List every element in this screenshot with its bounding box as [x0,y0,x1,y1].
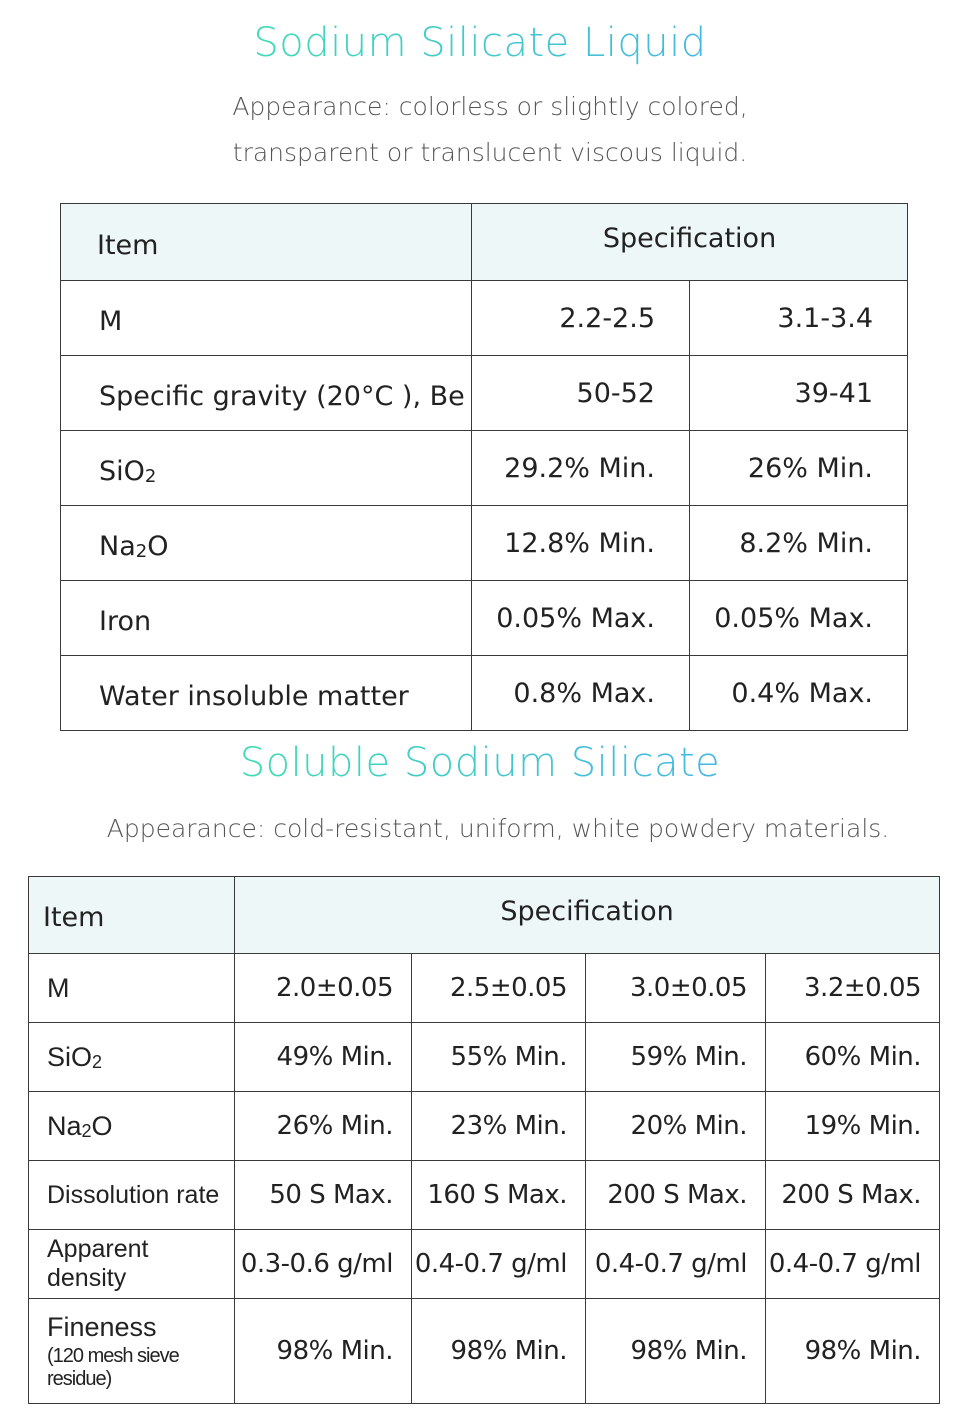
row-value: 26% Min. [235,1092,412,1161]
row-value: 20% Min. [586,1092,766,1161]
row-value: 160 S Max. [412,1161,586,1230]
row-value: 2.0±0.05 [235,954,412,1023]
row-value: 98% Min. [412,1299,586,1404]
row-value: 0.4-0.7 g/ml [412,1230,586,1299]
row-value: 0.05% Max. [690,581,908,656]
section2-description: Appearance: cold-resistant, uniform, white powdery materials. [106,814,890,843]
section1-description-line1: Appearance: colorless or slightly colored, [232,92,748,121]
row-label: Dissolution rate [29,1161,235,1230]
formula-main: Na [47,1110,82,1141]
row-label [61,431,472,506]
row-label [29,1023,235,1092]
table-row [61,281,908,356]
table-row [29,954,940,1023]
table-row [29,1092,940,1161]
liquid-spec-table [60,203,908,731]
table-row [29,1230,940,1299]
row-value: 0.3-0.6 g/ml [235,1230,412,1299]
row-value: 29.2% Min. [472,431,690,506]
table-header-row [61,204,908,281]
section2-title: Soluble Sodium Silicate [0,740,960,786]
row-value: 39-41 [690,356,908,431]
row-label: M [61,281,472,356]
row-value: 50 S Max. [235,1161,412,1230]
section1-description [0,84,960,176]
row-value: 0.4-0.7 g/ml [766,1230,940,1299]
formula-tail: O [147,530,169,562]
row-value: 23% Min. [412,1092,586,1161]
row-value: 49% Min. [235,1023,412,1092]
row-label: Specific gravity (20°C ), Be [61,356,472,431]
row-value: 0.05% Max. [472,581,690,656]
row-label: Iron [61,581,472,656]
row-label: M [29,954,235,1023]
powder-spec-table [28,876,940,1404]
row-value: 200 S Max. [766,1161,940,1230]
row-value: 26% Min. [690,431,908,506]
section1-title: Sodium Silicate Liquid [0,20,960,66]
row-value: 50-52 [472,356,690,431]
row-value: 0.8% Max. [472,656,690,731]
header-item: Item [29,877,235,954]
row-value: 3.2±0.05 [766,954,940,1023]
row-value: 2.5±0.05 [412,954,586,1023]
row-value: 19% Min. [766,1092,940,1161]
table-row [61,356,908,431]
table-row [29,1023,940,1092]
row-value: 59% Min. [586,1023,766,1092]
row-value: 98% Min. [766,1299,940,1404]
header-item: Item [61,204,472,281]
formula-subscript: 2 [92,1051,103,1072]
table-row [29,1299,940,1404]
table-row [61,581,908,656]
row-label: Water insoluble matter [61,656,472,731]
row-label [61,506,472,581]
table-row [61,506,908,581]
row-value: 3.1-3.4 [690,281,908,356]
row-label: Apparent density [29,1230,235,1299]
table-row [61,656,908,731]
row-value: 0.4% Max. [690,656,908,731]
row-label [29,1299,235,1404]
row-value: 60% Min. [766,1023,940,1092]
formula-main: Na [99,530,136,562]
row-value: 2.2-2.5 [472,281,690,356]
table-row [61,431,908,506]
row-value: 8.2% Min. [690,506,908,581]
row-label-main: Fineness [47,1311,157,1342]
formula-main: SiO [99,455,145,487]
formula-tail: O [91,1110,113,1141]
table-header-row [29,877,940,954]
row-value: 0.4-0.7 g/ml [586,1230,766,1299]
formula-subscript: 2 [144,465,157,487]
formula-main: SiO [47,1041,93,1072]
row-label [29,1092,235,1161]
row-value: 12.8% Min. [472,506,690,581]
row-value: 98% Min. [235,1299,412,1404]
row-label-note: (120 mesh sieve residue) [47,1344,179,1390]
formula-subscript: 2 [81,1120,92,1141]
table-row [29,1161,940,1230]
formula-subscript: 2 [135,540,148,562]
row-value: 200 S Max. [586,1161,766,1230]
header-specification: Specification [235,877,940,954]
row-value: 98% Min. [586,1299,766,1404]
header-specification: Specification [472,204,908,281]
row-value: 55% Min. [412,1023,586,1092]
row-value: 3.0±0.05 [586,954,766,1023]
section1-description-line2: transparent or translucent viscous liquid. [232,138,748,167]
